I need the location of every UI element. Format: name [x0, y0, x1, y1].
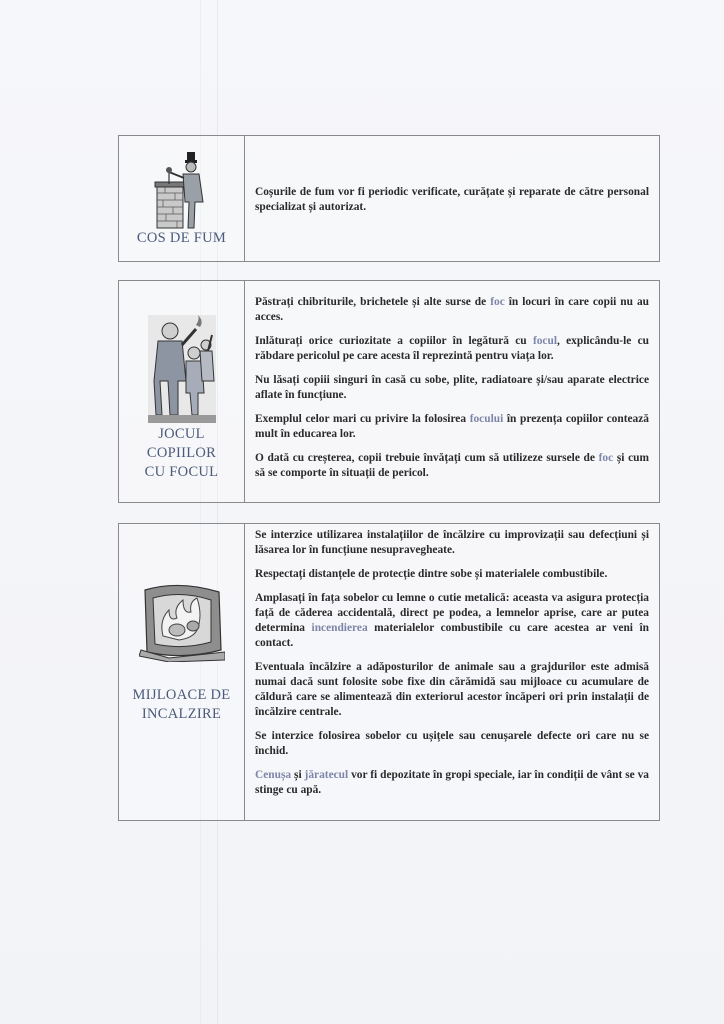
highlighted-term: Cenușa — [255, 769, 292, 781]
section-title-line: JOCUL — [158, 426, 205, 442]
paragraph-text: Se interzice folosirea sobelor cu ușițele sau cenușarele defecte ori care nu se închid. — [255, 730, 649, 757]
highlighted-term: focul — [532, 335, 557, 347]
highlighted-term: focului — [469, 413, 504, 425]
paragraph-text: Eventuala încălzire a adăposturilor de animale sau a grajdurilor este admisă numai dacă sunt folosite sobe fixe din cărămidă sau mijloace cu acumulare de căldură care se alimentează din exteriorul acestor încăperi ori prin instalații de încălzire centrale. — [255, 661, 649, 718]
section-title — [119, 686, 244, 724]
paragraph-text: vor fi depozitate în gropi speciale, iar în condiții de vânt se va stinge cu apă. — [255, 769, 650, 796]
section-label-cell — [119, 524, 245, 820]
paragraph — [255, 334, 649, 364]
paragraph-text: Respectați distanțele de protecție dintre sobe și materialele combustibile. — [255, 568, 608, 580]
paragraph-text: și cum să se comporte în situații de pericol. — [255, 452, 649, 479]
stove-fire-icon — [139, 580, 225, 662]
section-heating — [118, 523, 660, 821]
paragraph — [255, 185, 649, 215]
paragraph-text: Amplasați în fața sobelor cu lemne o cutie metalică: aceasta va asigura protecția față de căderea accidentală, direct pe podea, a lemnelor aprise, care ar putea determina — [255, 592, 649, 634]
paragraph — [255, 591, 649, 651]
paragraph-text: Nu lăsați copiii singuri în casă cu sobe, plite, radiatoare și/sau aparate electrice aflate în funcțiune. — [255, 374, 649, 401]
highlighted-term: incendierea — [311, 622, 368, 634]
highlighted-term: jăratecul — [304, 769, 349, 781]
highlighted-term: foc — [598, 452, 614, 464]
paragraph — [255, 373, 649, 403]
paragraph-text: Coșurile de fum vor fi periodic verificate, curățate și reparate de către personal specializat și autorizat. — [255, 186, 649, 213]
section-chimney — [118, 135, 660, 262]
paragraph — [255, 295, 649, 325]
paragraph-text: , explicându-le cu răbdare pericolul pe care acesta îl reprezintă pentru viața lor. — [255, 335, 649, 362]
paragraph — [255, 660, 649, 720]
chimney-sweep-icon — [151, 152, 213, 230]
section-title-line: CU FOCUL — [144, 464, 219, 480]
section-title-line: MIJLOACE DE — [132, 687, 231, 703]
paragraph — [255, 451, 649, 481]
paragraph-text: în locuri în care copii nu au acces. — [255, 296, 649, 323]
section-title-line: INCALZIRE — [141, 706, 222, 722]
paragraph — [255, 528, 649, 558]
paragraph — [255, 412, 649, 442]
paragraph-text: O dată cu creșterea, copii trebuie învățați cum să utilizeze sursele de — [255, 452, 599, 464]
section-children-fire — [118, 280, 660, 503]
section-title: COS DE FUM — [136, 230, 227, 246]
paragraph — [255, 729, 649, 759]
section-text — [245, 281, 659, 502]
highlighted-term: foc — [490, 296, 505, 308]
section-title-line: COPIILOR — [146, 445, 217, 461]
paragraph-text: în prezența copiilor contează mult în educarea lor. — [255, 413, 649, 440]
paragraph-text: Inlăturați orice curiozitate a copiilor în legătură cu — [255, 335, 533, 347]
paragraph-text: Păstrați chibriturile, brichetele și alte surse de — [255, 296, 491, 308]
section-text — [245, 524, 659, 820]
paragraph — [255, 768, 649, 798]
paragraph-text: materialelor combustibile cu care acestea ar veni în contact. — [255, 622, 650, 649]
section-label-cell — [119, 136, 245, 261]
paragraph-text: Se interzice utilizarea instalațiilor de încălzire cu improvizații sau defecțiuni și lăsarea lor în funcțiune nesupravegheate. — [255, 529, 649, 556]
paragraph-text: și — [291, 769, 305, 781]
section-title — [119, 425, 244, 482]
paragraph-text: Exemplul celor mari cu privire la folosirea — [255, 413, 470, 425]
paragraph — [255, 567, 649, 582]
children-playing-with-fire-icon — [148, 315, 216, 423]
section-text — [245, 136, 659, 261]
section-label-cell — [119, 281, 245, 502]
